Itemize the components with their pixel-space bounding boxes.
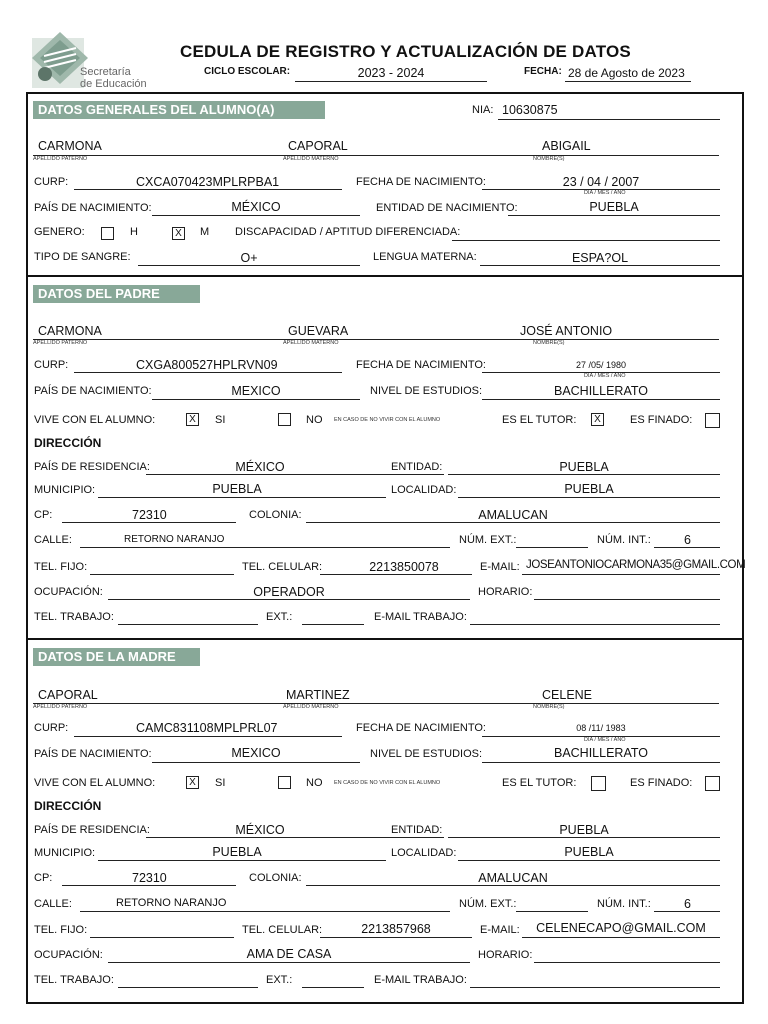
alumno-curp[interactable]: CXCA070423MPLRPBA1 — [136, 175, 280, 189]
alumno-section-title: DATOS GENERALES DEL ALUMNO(A) — [33, 101, 325, 119]
vive-label: VIVE CON EL ALUMNO: — [34, 777, 156, 789]
padre-ocupacion[interactable]: OPERADOR — [253, 585, 325, 599]
num-int-label: NÚM. INT.: — [597, 898, 651, 910]
entidad-nac-label: ENTIDAD DE NACIMIENTO: — [376, 202, 518, 214]
padre-localidad[interactable]: PUEBLA — [564, 482, 614, 496]
madre-entidad[interactable]: PUEBLA — [559, 823, 609, 837]
email-label: E-MAIL: — [480, 924, 520, 936]
padre-apellido-paterno[interactable]: CARMONA — [38, 324, 102, 338]
si-label: SI — [215, 414, 226, 426]
caption-nombre: NOMBRE(S) — [533, 156, 565, 162]
discapacidad-label: DISCAPACIDAD / APTITUD DIFERENCIADA: — [235, 226, 461, 238]
madre-ext-field[interactable] — [302, 987, 364, 988]
caption-apellido-materno: APELLIDO MATERNO — [283, 340, 339, 346]
num-ext-label: NÚM. EXT.: — [459, 898, 517, 910]
sep-logo — [30, 30, 150, 92]
genero-h-label: H — [130, 226, 138, 238]
caption-nombre: NOMBRE(S) — [533, 340, 565, 346]
ext-label: EXT.: — [266, 974, 293, 986]
ciclo-line — [295, 81, 487, 82]
page-title: CEDULA DE REGISTRO Y ACTUALIZACIÓN DE DATOS — [180, 42, 631, 61]
curp-label: CURP: — [34, 359, 69, 371]
alumno-pais-nac[interactable]: MÉXICO — [231, 200, 281, 214]
padre-vive-si-checkbox[interactable]: X — [186, 413, 199, 426]
estudios-label: NIVEL DE ESTUDIOS: — [370, 748, 483, 760]
localidad-label: LOCALIDAD: — [391, 847, 457, 859]
madre-colonia[interactable]: AMALUCAN — [478, 871, 548, 885]
ciclo-label: CICLO ESCOLAR: — [204, 66, 291, 77]
pais-res-label: PAÍS DE RESIDENCIA: — [34, 824, 150, 836]
no-label: NO — [306, 414, 323, 426]
madre-pais-res[interactable]: MÉXICO — [235, 823, 285, 837]
padre-section-title: DATOS DEL PADRE — [33, 285, 200, 303]
nia-value[interactable]: 10630875 — [502, 103, 558, 117]
padre-estudios[interactable]: BACHILLERATO — [553, 384, 648, 398]
padre-pais-res[interactable]: MÉXICO — [235, 460, 285, 474]
municipio-label: MUNICIPIO: — [34, 847, 96, 859]
nia-label: NIA: — [472, 104, 494, 116]
lengua-label: LENGUA MATERNA: — [373, 251, 477, 263]
madre-fecha-nac[interactable]: 08 /11/ 1983 — [576, 723, 626, 733]
ext-label: EXT.: — [266, 611, 293, 623]
estudios-label: NIVEL DE ESTUDIOS: — [370, 385, 483, 397]
vive-label: VIVE CON EL ALUMNO: — [34, 414, 156, 426]
horario-label: HORARIO: — [478, 949, 533, 961]
fecha-line — [565, 81, 691, 82]
caption-apellido-paterno: APELLIDO PATERNO — [33, 156, 88, 162]
padre-apellido-materno[interactable]: GUEVARA — [288, 324, 349, 338]
curp-label: CURP: — [34, 176, 69, 188]
madre-num-int[interactable]: 6 — [684, 897, 691, 911]
madre-tutor-checkbox[interactable] — [591, 776, 606, 791]
alumno-sangre[interactable]: O+ — [240, 251, 258, 265]
ciclo-value[interactable]: 2023 - 2024 — [357, 66, 425, 80]
pais-nac-label: PAÍS DE NACIMIENTO: — [34, 385, 152, 397]
caption-apellido-paterno: APELLIDO PATERNO — [33, 340, 88, 346]
padre-colonia[interactable]: AMALUCAN — [478, 508, 548, 522]
caption-fecha: DIA / MES / AÑO — [584, 373, 626, 379]
tel-fijo-label: TEL. FIJO: — [34, 924, 88, 936]
curp-label: CURP: — [34, 722, 69, 734]
madre-vive-si-checkbox[interactable]: X — [186, 776, 199, 789]
pais-res-label: PAÍS DE RESIDENCIA: — [34, 461, 150, 473]
tel-trabajo-label: TEL. TRABAJO: — [34, 611, 114, 623]
caption-fecha: DIA / MES / AÑO — [584, 190, 626, 196]
tel-cel-label: TEL. CELULAR: — [242, 561, 323, 573]
madre-ocupacion[interactable]: AMA DE CASA — [246, 947, 332, 961]
email-trabajo-label: E-MAIL TRABAJO: — [374, 611, 467, 623]
logo-text-2: de Educación — [80, 78, 147, 90]
tutor-label: ES EL TUTOR: — [502, 414, 577, 426]
alumno-nombre[interactable]: ABIGAIL — [542, 139, 591, 153]
madre-vive-no-checkbox[interactable] — [278, 776, 291, 789]
cp-label: CP: — [34, 509, 53, 521]
padre-tel-cel[interactable]: 2213850078 — [369, 560, 439, 574]
padre-section — [26, 275, 744, 640]
padre-municipio[interactable]: PUEBLA — [212, 482, 262, 496]
madre-section — [26, 638, 744, 1004]
padre-nombre[interactable]: JOSÉ ANTONIO — [520, 324, 613, 338]
fecha-label: FECHA: — [524, 66, 562, 77]
no-vivir-note: EN CASO DE NO VIVIR CON EL ALUMNO — [334, 417, 441, 423]
genero-h-checkbox[interactable] — [101, 227, 114, 240]
finado-label: ES FINADO: — [630, 414, 693, 426]
calle-label: CALLE: — [34, 898, 72, 910]
madre-cp[interactable]: 72310 — [132, 871, 167, 885]
caption-nombre: NOMBRE(S) — [533, 704, 565, 710]
caption-apellido-paterno: APELLIDO PATERNO — [33, 704, 88, 710]
padre-entidad[interactable]: PUEBLA — [559, 460, 609, 474]
alumno-fecha-nac[interactable]: 23 / 04 / 2007 — [562, 175, 640, 189]
padre-tel-trabajo-field[interactable] — [118, 624, 258, 625]
tutor-label: ES EL TUTOR: — [502, 777, 577, 789]
genero-m-label: M — [200, 226, 210, 238]
madre-pais-nac[interactable]: MEXICO — [231, 746, 281, 760]
genero-label: GENERO: — [34, 226, 85, 238]
madre-apellido-materno[interactable]: MARTINEZ — [286, 688, 350, 702]
padre-calle[interactable]: RETORNO NARANJO — [124, 534, 225, 545]
padre-finado-checkbox[interactable] — [705, 413, 720, 428]
entidad-label: ENTIDAD: — [391, 461, 443, 473]
madre-finado-checkbox[interactable] — [705, 776, 720, 791]
entidad-label: ENTIDAD: — [391, 824, 443, 836]
madre-apellido-paterno[interactable]: CAPORAL — [38, 688, 98, 702]
fecha-nac-label: FECHA DE NACIMIENTO: — [356, 176, 486, 188]
padre-ext-field[interactable] — [302, 624, 364, 625]
padre-pais-nac[interactable]: MEXICO — [231, 384, 281, 398]
si-label: SI — [215, 777, 226, 789]
caption-apellido-materno: APELLIDO MATERNO — [283, 156, 339, 162]
fecha-nac-label: FECHA DE NACIMIENTO: — [356, 359, 486, 371]
padre-curp[interactable]: CXGA800527HPLRVN09 — [136, 358, 278, 372]
colonia-label: COLONIA: — [249, 872, 302, 884]
num-int-label: NÚM. INT.: — [597, 534, 651, 546]
padre-num-int[interactable]: 6 — [684, 533, 691, 547]
caption-apellido-materno: APELLIDO MATERNO — [283, 704, 339, 710]
padre-email[interactable]: JOSEANTONIOCARMONA35@GMAIL.COM — [526, 559, 746, 571]
madre-tel-fijo-field[interactable] — [90, 937, 234, 938]
fecha-nac-label: FECHA DE NACIMIENTO: — [356, 722, 486, 734]
alumno-lengua[interactable]: ESPA?OL — [571, 251, 629, 265]
email-label: E-MAIL: — [480, 561, 520, 573]
direccion-heading: DIRECCIÓN — [34, 799, 102, 813]
cp-label: CP: — [34, 872, 53, 884]
madre-municipio[interactable]: PUEBLA — [212, 845, 262, 859]
caption-fecha: DIA / MES / AÑO — [584, 737, 626, 743]
localidad-label: LOCALIDAD: — [391, 484, 457, 496]
madre-tel-trabajo-field[interactable] — [118, 987, 258, 988]
madre-estudios[interactable]: BACHILLERATO — [553, 746, 648, 760]
no-label: NO — [306, 777, 323, 789]
padre-cp[interactable]: 72310 — [132, 508, 167, 522]
ocupacion-label: OCUPACIÓN: — [34, 586, 103, 598]
madre-curp[interactable]: CAMC831108MPLPRL07 — [136, 721, 278, 735]
direccion-heading: DIRECCIÓN — [34, 436, 102, 450]
pais-nac-label: PAÍS DE NACIMIENTO: — [34, 202, 152, 214]
tel-trabajo-label: TEL. TRABAJO: — [34, 974, 114, 986]
madre-email-trabajo-field[interactable] — [470, 987, 720, 988]
tel-cel-label: TEL. CELULAR: — [242, 924, 323, 936]
alumno-apellido-paterno[interactable]: CARMONA — [38, 139, 102, 153]
madre-localidad[interactable]: PUEBLA — [564, 845, 614, 859]
genero-m-checkbox[interactable]: X — [172, 227, 185, 240]
municipio-label: MUNICIPIO: — [34, 484, 96, 496]
padre-fecha-nac[interactable]: 27 /05/ 1980 — [575, 360, 627, 370]
alumno-section — [26, 92, 744, 277]
tel-fijo-label: TEL. FIJO: — [34, 561, 88, 573]
fecha-value[interactable]: 28 de Agosto de 2023 — [568, 66, 685, 80]
num-ext-label: NÚM. EXT.: — [459, 534, 517, 546]
pais-nac-label: PAÍS DE NACIMIENTO: — [34, 748, 152, 760]
madre-tel-cel[interactable]: 2213857968 — [361, 922, 431, 936]
alumno-apellido-materno[interactable]: CAPORAL — [288, 139, 348, 153]
email-trabajo-label: E-MAIL TRABAJO: — [374, 974, 467, 986]
padre-vive-no-checkbox[interactable] — [278, 413, 291, 426]
no-vivir-note: EN CASO DE NO VIVIR CON EL ALUMNO — [334, 780, 441, 786]
ocupacion-label: OCUPACIÓN: — [34, 949, 103, 961]
alumno-entidad-nac[interactable]: PUEBLA — [589, 200, 639, 214]
madre-calle[interactable]: RETORNO NARANJO — [116, 897, 227, 909]
colonia-label: COLONIA: — [249, 509, 302, 521]
madre-nombre[interactable]: CELENE — [542, 688, 593, 702]
calle-label: CALLE: — [34, 534, 72, 546]
padre-email-trabajo-field[interactable] — [470, 624, 720, 625]
logo-text-1: Secretaría — [80, 66, 131, 78]
padre-tutor-checkbox[interactable]: X — [591, 413, 604, 426]
sangre-label: TIPO DE SANGRE: — [34, 251, 131, 263]
madre-email[interactable]: CELENECAPO@GMAIL.COM — [536, 921, 706, 935]
madre-section-title: DATOS DE LA MADRE — [33, 648, 200, 666]
madre-horario-field[interactable] — [534, 962, 720, 963]
horario-label: HORARIO: — [478, 586, 533, 598]
finado-label: ES FINADO: — [630, 777, 693, 789]
